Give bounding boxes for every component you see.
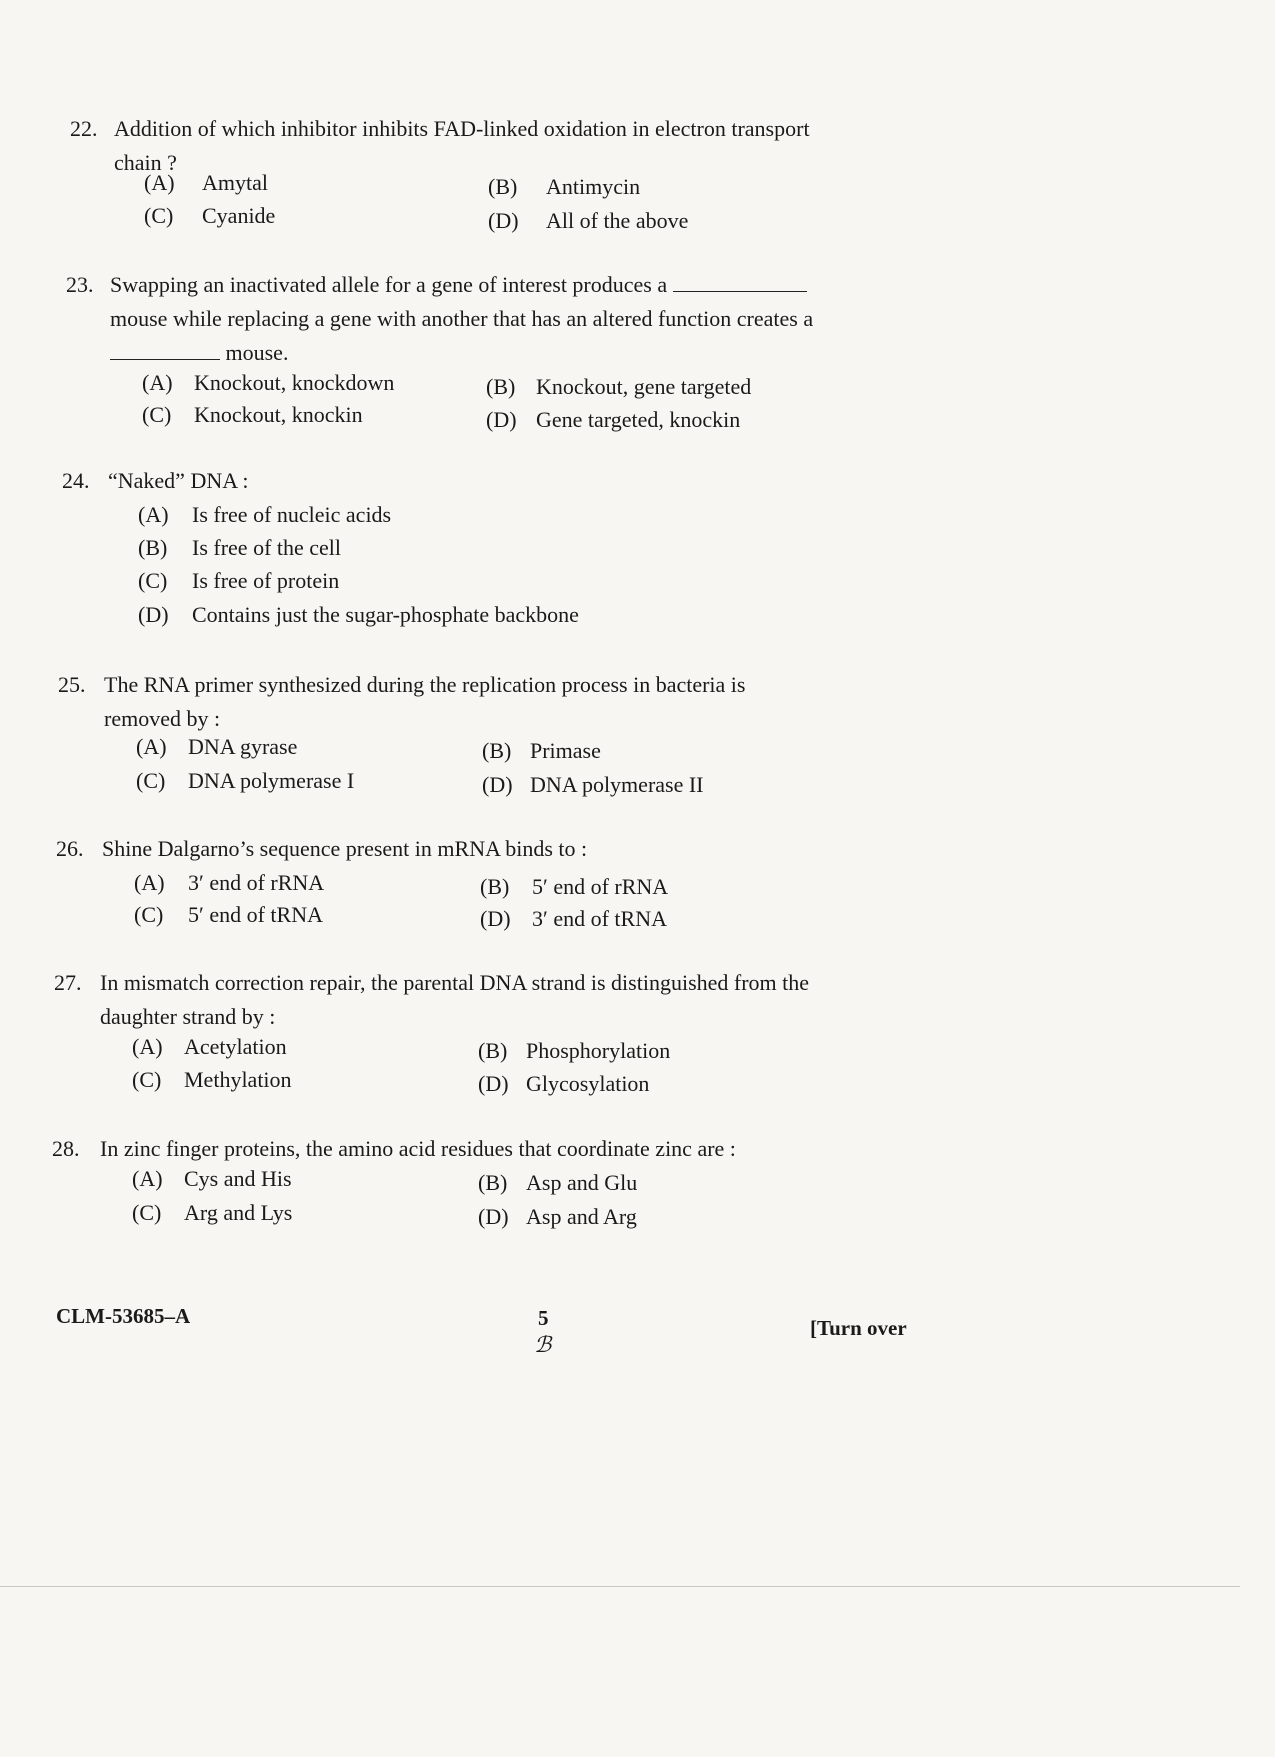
option-22-c: (C) Cyanide <box>144 203 276 228</box>
option-22-d: (D) All of the above <box>488 208 689 233</box>
question-text: The RNA primer synthesized during the replication process in bacteria is removed by : <box>104 672 746 731</box>
option-24-a: (A) Is free of nucleic acids <box>138 502 392 527</box>
option-23-c: (C) Knockout, knockin <box>142 402 363 427</box>
option-25-b: (B) Primase <box>482 738 601 763</box>
option-27-a: (A) Acetylation <box>132 1034 287 1059</box>
question-number: 27. <box>54 970 82 995</box>
question-text-part3: mouse. <box>225 340 289 365</box>
option-22-a: (A) Amytal <box>144 170 268 195</box>
option-26-a: (A) 3′ end of rRNA <box>134 870 325 895</box>
question-number: 28. <box>52 1136 80 1161</box>
option-27-b: (B) Phosphorylation <box>478 1038 671 1063</box>
option-25-c: (C) DNA polymerase I <box>136 768 355 793</box>
question-number: 26. <box>56 836 84 861</box>
option-26-c: (C) 5′ end of tRNA <box>134 902 323 927</box>
option-25-a: (A) DNA gyrase <box>136 734 298 759</box>
question-number: 23. <box>66 272 94 297</box>
question-text: Shine Dalgarno’s sequence present in mRNA binds to : <box>102 836 588 861</box>
answer-blank <box>110 337 220 360</box>
option-27-d: (D) Glycosylation <box>478 1071 650 1096</box>
option-25-d: (D) DNA polymerase II <box>482 772 704 797</box>
option-22-b: (B) Antimycin <box>488 174 641 199</box>
option-28-d: (D) Asp and Arg <box>478 1204 637 1229</box>
examiner-initial: ℬ <box>534 1332 552 1357</box>
option-26-d: (D) 3′ end of tRNA <box>480 906 667 931</box>
option-28-b: (B) Asp and Glu <box>478 1170 638 1195</box>
question-text: Addition of which inhibitor inhibits FAD-linked oxidation in electron transport chain ? <box>114 116 810 175</box>
question-text: In zinc finger proteins, the amino acid residues that coordinate zinc are : <box>100 1136 736 1161</box>
question-number: 25. <box>58 672 86 697</box>
question-text: “Naked” DNA : <box>108 468 249 493</box>
option-23-d: (D) Gene targeted, knockin <box>486 407 741 432</box>
option-27-c: (C) Methylation <box>132 1067 292 1092</box>
question-number: 22. <box>70 116 98 141</box>
option-28-a: (A) Cys and His <box>132 1166 292 1191</box>
turn-over-note: [Turn over <box>810 1316 907 1340</box>
option-24-b: (B) Is free of the cell <box>138 535 342 560</box>
paper-code: CLM-53685–A <box>56 1304 191 1328</box>
option-28-c: (C) Arg and Lys <box>132 1200 293 1225</box>
option-23-a: (A) Knockout, knockdown <box>142 370 395 395</box>
option-24-c: (C) Is free of protein <box>138 568 340 593</box>
question-text: In mismatch correction repair, the parental DNA strand is distinguished from the daughter strand by : <box>100 970 810 1029</box>
page-number: 5 <box>538 1306 549 1330</box>
question-text-part2: mouse while replacing a gene with another that has an altered function creates a <box>110 306 814 331</box>
option-23-b: (B) Knockout, gene targeted <box>486 374 752 399</box>
option-24-d: (D) Contains just the sugar-phosphate backbone <box>138 602 579 627</box>
option-26-b: (B) 5′ end of rRNA <box>480 874 669 899</box>
answer-blank <box>673 269 807 292</box>
bottom-scan-line <box>0 1586 1240 1587</box>
question-text-part1: Swapping an inactivated allele for a gene of interest produces a <box>110 272 668 297</box>
question-number: 24. <box>62 468 90 493</box>
